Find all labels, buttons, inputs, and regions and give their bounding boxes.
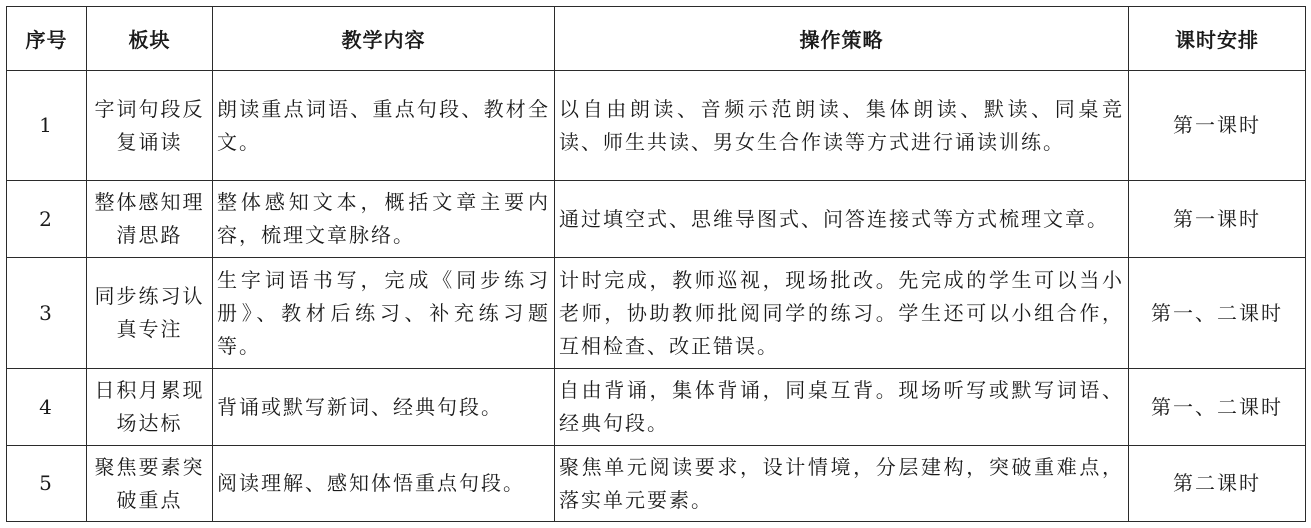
row-strategy: 聚焦单元阅读要求，设计情境，分层建构，突破重难点，落实单元要素。: [555, 446, 1129, 522]
row-number: 3: [7, 258, 87, 369]
table-row: [7, 369, 1306, 446]
header-num: 序号: [7, 7, 87, 71]
row-number: 4: [7, 369, 87, 446]
row-schedule: 第二课时: [1129, 446, 1306, 522]
table-row: [7, 258, 1306, 369]
row-number: 1: [7, 71, 87, 181]
header-schedule: 课时安排: [1129, 7, 1306, 71]
row-schedule: 第一课时: [1129, 71, 1306, 181]
header-strategy: 操作策略: [555, 7, 1129, 71]
row-content: 整体感知文本，概括文章主要内容，梳理文章脉络。: [213, 181, 555, 258]
row-content: 朗读重点词语、重点句段、教材全文。: [213, 71, 555, 181]
row-schedule: 第一、二课时: [1129, 369, 1306, 446]
header-block: 板块: [87, 7, 213, 71]
row-schedule: 第一课时: [1129, 181, 1306, 258]
row-block: 整体感知理清思路: [87, 181, 213, 258]
row-strategy: 通过填空式、思维导图式、问答连接式等方式梳理文章。: [555, 181, 1129, 258]
row-schedule: 第一、二课时: [1129, 258, 1306, 369]
row-strategy: 计时完成，教师巡视，现场批改。先完成的学生可以当小老师，协助教师批阅同学的练习。学生还可以小组合作，互相检查、改正错误。: [555, 258, 1129, 369]
header-content: 教学内容: [213, 7, 555, 71]
row-block: 日积月累现场达标: [87, 369, 213, 446]
row-content: 生字词语书写，完成《同步练习册》、教材后练习、补充练习题等。: [213, 258, 555, 369]
header-row: [7, 7, 1306, 71]
row-content: 背诵或默写新词、经典句段。: [213, 369, 555, 446]
table-row: [7, 181, 1306, 258]
lesson-plan-table: [6, 6, 1306, 522]
row-strategy: 以自由朗读、音频示范朗读、集体朗读、默读、同桌竞读、师生共读、男女生合作读等方式进行诵读训练。: [555, 71, 1129, 181]
row-strategy: 自由背诵，集体背诵，同桌互背。现场听写或默写词语、经典句段。: [555, 369, 1129, 446]
row-block: 聚焦要素突破重点: [87, 446, 213, 522]
row-number: 5: [7, 446, 87, 522]
row-block: 字词句段反复诵读: [87, 71, 213, 181]
row-number: 2: [7, 181, 87, 258]
table-row: [7, 71, 1306, 181]
row-block: 同步练习认真专注: [87, 258, 213, 369]
table-row: [7, 446, 1306, 522]
row-content: 阅读理解、感知体悟重点句段。: [213, 446, 555, 522]
